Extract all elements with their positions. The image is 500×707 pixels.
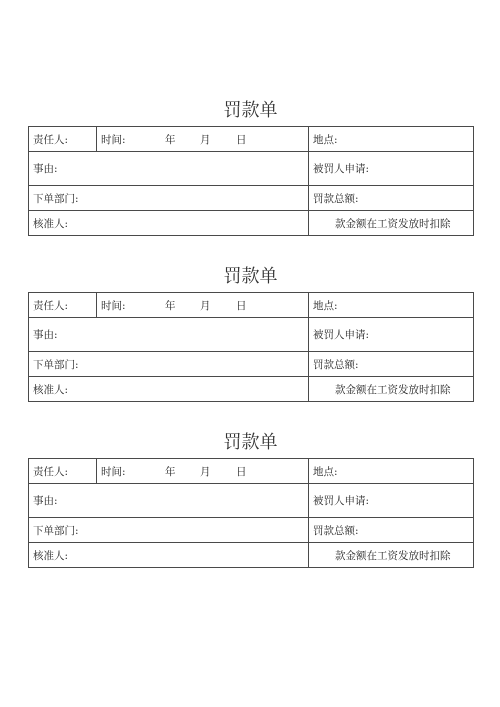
appeal-label: 被罚人申请: xyxy=(313,329,370,341)
responsible-label: 责任人: xyxy=(33,299,69,312)
total-label: 罚款总额: xyxy=(313,358,359,371)
fine-form-table xyxy=(28,458,474,568)
time-label: 时间: xyxy=(101,299,126,312)
appeal-cell[interactable] xyxy=(309,484,474,518)
month-label: 月 xyxy=(200,465,211,478)
day-label: 日 xyxy=(236,465,247,478)
appeal-label: 被罚人申请: xyxy=(313,163,370,175)
reason-label: 事由: xyxy=(33,495,58,507)
responsible-cell[interactable] xyxy=(29,127,97,152)
department-label: 下单部门: xyxy=(33,524,79,537)
deduction-note-cell xyxy=(309,377,474,402)
deduction-note: 款金额在工资发放时扣除 xyxy=(335,383,451,396)
department-cell[interactable] xyxy=(29,186,309,211)
month-label: 月 xyxy=(200,299,211,312)
responsible-cell[interactable] xyxy=(29,459,97,484)
form-title: 罚款单 xyxy=(223,266,278,287)
year-label: 年 xyxy=(165,133,176,146)
form-title: 罚款单 xyxy=(223,432,278,453)
time-cell[interactable] xyxy=(97,459,309,484)
reason-cell[interactable] xyxy=(29,318,309,352)
time-cell[interactable] xyxy=(97,293,309,318)
reason-label: 事由: xyxy=(33,163,58,175)
location-cell[interactable] xyxy=(309,293,474,318)
reason-label: 事由: xyxy=(33,329,58,341)
total-label: 罚款总额: xyxy=(313,524,359,537)
time-label: 时间: xyxy=(101,133,126,146)
reason-cell[interactable] xyxy=(29,152,309,186)
location-label: 地点: xyxy=(313,299,338,312)
deduction-note-cell xyxy=(309,211,474,236)
reason-cell[interactable] xyxy=(29,484,309,518)
approver-label: 核准人: xyxy=(33,383,69,396)
month-label: 月 xyxy=(200,133,211,146)
department-label: 下单部门: xyxy=(33,358,79,371)
time-label: 时间: xyxy=(101,465,126,478)
year-label: 年 xyxy=(165,299,176,312)
deduction-note: 款金额在工资发放时扣除 xyxy=(335,549,451,562)
responsible-cell[interactable] xyxy=(29,293,97,318)
day-label: 日 xyxy=(236,133,247,146)
total-cell[interactable] xyxy=(309,186,474,211)
appeal-cell[interactable] xyxy=(309,318,474,352)
fine-form-table xyxy=(28,126,474,236)
responsible-label: 责任人: xyxy=(33,133,69,146)
day-label: 日 xyxy=(236,299,247,312)
time-cell[interactable] xyxy=(97,127,309,152)
approver-cell[interactable] xyxy=(29,211,309,236)
deduction-note-cell xyxy=(309,543,474,568)
responsible-label: 责任人: xyxy=(33,465,69,478)
approver-cell[interactable] xyxy=(29,377,309,402)
year-label: 年 xyxy=(165,465,176,478)
approver-cell[interactable] xyxy=(29,543,309,568)
department-label: 下单部门: xyxy=(33,192,79,205)
appeal-cell[interactable] xyxy=(309,152,474,186)
approver-label: 核准人: xyxy=(33,217,69,230)
form-title: 罚款单 xyxy=(223,100,278,121)
fine-form-table xyxy=(28,292,474,402)
department-cell[interactable] xyxy=(29,352,309,377)
location-cell[interactable] xyxy=(309,127,474,152)
department-cell[interactable] xyxy=(29,518,309,543)
location-cell[interactable] xyxy=(309,459,474,484)
total-cell[interactable] xyxy=(309,352,474,377)
approver-label: 核准人: xyxy=(33,549,69,562)
location-label: 地点: xyxy=(313,465,338,478)
total-label: 罚款总额: xyxy=(313,192,359,205)
total-cell[interactable] xyxy=(309,518,474,543)
appeal-label: 被罚人申请: xyxy=(313,495,370,507)
location-label: 地点: xyxy=(313,133,338,146)
deduction-note: 款金额在工资发放时扣除 xyxy=(335,217,451,230)
